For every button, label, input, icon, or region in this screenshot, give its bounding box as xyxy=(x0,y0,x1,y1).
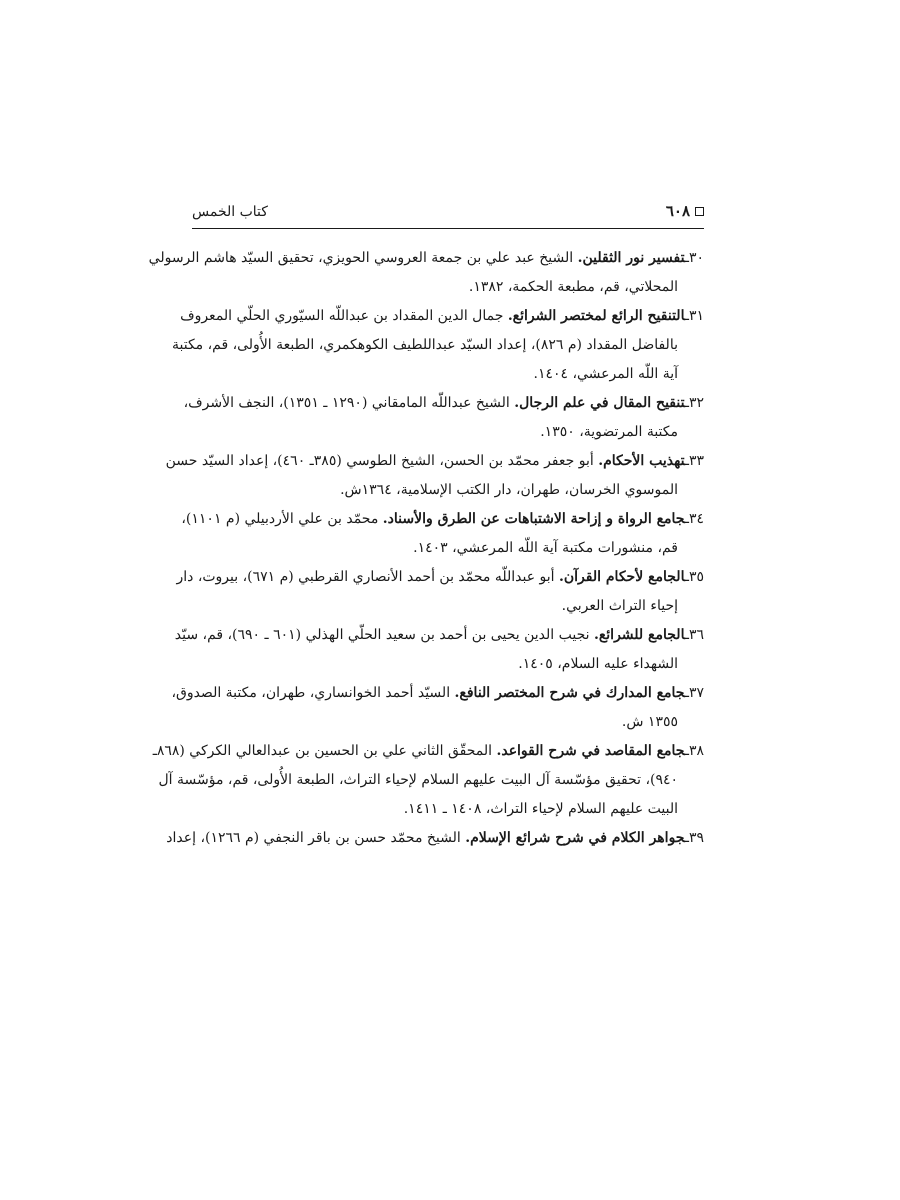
entry-title: تنقيح المقال في علم الرجال. xyxy=(514,395,685,411)
entry-number: ٣١ـ xyxy=(684,308,704,324)
entry-continuation: المحلاتي، قم، مطبعة الحكمة، ١٣٨٢. xyxy=(468,279,678,295)
entry-number: ٣٠ـ xyxy=(684,250,704,266)
entry-continuation: الشهداء عليه السلام، ١٤٠٥. xyxy=(518,656,678,672)
entry-continuation: بالفاضل المقداد (م ٨٢٦)، إعداد السيّد عبداللطيف الكوهكمري، الطبعة الأُولى، قم، مكتبة xyxy=(171,337,678,353)
entry-number: ٣٣ـ xyxy=(684,453,704,469)
entry-continuation: إحياء التراث العربي. xyxy=(561,598,678,614)
entry-number: ٣٩ـ xyxy=(684,830,704,846)
entry-continuation: البيت عليهم السلام لإحياء التراث، ١٤٠٨ ـ ١٤١١. xyxy=(403,801,678,817)
entry-text: الشيخ عبد علي بن جمعة العروسي الحويزي، تحقيق السيّد هاشم الرسولي xyxy=(148,250,578,266)
page-number: ٦٠٨ xyxy=(665,202,690,220)
page-header xyxy=(192,200,704,226)
running-title: كتاب الخمس xyxy=(192,204,268,220)
entry-text: أبو عبداللّه محمّد بن أحمد الأنصاري القرطبي (م ٦٧١)، بيروت، دار xyxy=(176,569,559,585)
bibliography-entry-33 xyxy=(165,447,704,505)
entry-number: ٣٤ـ xyxy=(684,511,704,527)
entry-number: ٣٥ـ xyxy=(684,569,704,585)
bibliography-entry-32 xyxy=(183,389,704,447)
entry-number: ٣٦ـ xyxy=(684,627,704,643)
entry-title: الجامع للشرائع. xyxy=(593,627,685,643)
bibliography-entry-31 xyxy=(171,302,704,389)
entry-continuation: قم، منشورات مكتبة آية اللّه المرعشي، ١٤٠٣. xyxy=(413,540,678,556)
bibliography-entry-30 xyxy=(148,244,704,302)
entry-number: ٣٧ـ xyxy=(684,685,704,701)
entry-title: تفسير نور الثقلين. xyxy=(577,250,685,266)
entry-continuation: مكتبة المرتضوية، ١٣٥٠. xyxy=(540,424,678,440)
bibliography-entry-35 xyxy=(176,563,704,621)
entry-continuation: ١٣٥٥ ش. xyxy=(621,714,678,730)
entry-title: الجامع لأحكام القرآن. xyxy=(559,569,685,585)
bibliography-list xyxy=(148,244,704,853)
entry-text: محمّد بن علي الأردبيلي (م ١١٠١)، xyxy=(181,511,383,527)
page-number-group xyxy=(666,202,704,220)
entry-text: المحقّق الثاني علي بن الحسين بن عبدالعالي الكركي (٨٦٨ـ xyxy=(152,743,497,759)
bibliography-entry-36 xyxy=(174,621,704,679)
header-rule xyxy=(192,228,704,229)
bibliography-entry-37 xyxy=(171,679,704,737)
entry-text: الشيخ محمّد حسن بن باقر النجفي (م ١٢٦٦)، إعداد xyxy=(166,830,466,846)
entry-text: نجيب الدين يحيى بن أحمد بن سعيد الحلّي الهذلي (٦٠١ ـ ٦٩٠)، قم، سيّد xyxy=(174,627,594,643)
entry-title: جواهر الكلام في شرح شرائع الإسلام. xyxy=(465,830,685,846)
bibliography-entry-34 xyxy=(181,505,704,563)
bibliography-entry-38 xyxy=(152,737,704,824)
entry-text: السيّد أحمد الخوانساري، طهران، مكتبة الصدوق، xyxy=(171,685,455,701)
bibliography-entry-39 xyxy=(166,824,704,853)
entry-continuation: ٩٤٠)، تحقيق مؤسّسة آل البيت عليهم السلام لإحياء التراث، الطبعة الأُولى، قم، مؤسّسة آل xyxy=(158,772,678,788)
entry-text: الشيخ عبداللّه المامقاني (١٢٩٠ ـ ١٣٥١)، النجف الأشرف، xyxy=(183,395,515,411)
entry-title: التنقيح الرائع لمختصر الشرائع. xyxy=(507,308,685,324)
entry-title: جامع المقاصد في شرح القواعد. xyxy=(496,743,685,759)
square-ornament-icon xyxy=(695,207,704,216)
entry-continuation: الموسوي الخرسان، طهران، دار الكتب الإسلامية، ١٣٦٤ش. xyxy=(340,482,678,498)
entry-title: جامع المدارك في شرح المختصر النافع. xyxy=(454,685,685,701)
entry-title: جامع الرواة و إزاحة الاشتباهات عن الطرق والأسناد. xyxy=(382,511,685,527)
entry-number: ٣٨ـ xyxy=(684,743,704,759)
entry-continuation: آية اللّه المرعشي، ١٤٠٤. xyxy=(533,366,678,382)
entry-text: أبو جعفر محمّد بن الحسن، الشيخ الطوسي (٣٨٥ـ ٤٦٠)، إعداد السيّد حسن xyxy=(165,453,599,469)
entry-text: جمال الدين المقداد بن عبداللّه السيّوري الحلّي المعروف xyxy=(180,308,508,324)
entry-number: ٣٢ـ xyxy=(684,395,704,411)
entry-title: تهذيب الأحكام. xyxy=(598,453,685,469)
